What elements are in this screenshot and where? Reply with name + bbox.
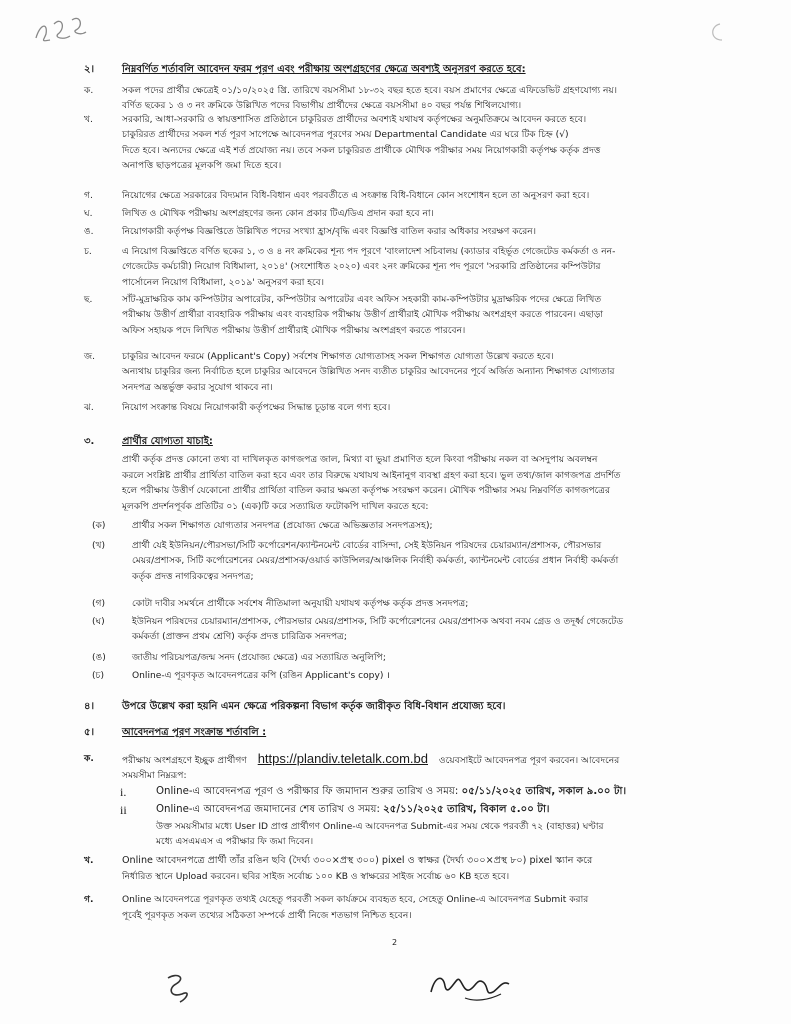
sec2-item-7-text: সনদপত্র অন্তর্ভুক্ত করার সুযোগ থাকবে না। [122, 382, 273, 393]
sec3-doc-2-text: কোটা দাবীর সমর্থনে প্রার্থীকে সর্বশেষ নীতিমালা অনুযায়ী যথাযথ কর্তৃপক্ষ কর্তৃক প্রদত্ত সনদপত্র; [132, 599, 469, 609]
sec2-item-6-text: সাঁট-মুদ্রাক্ষরিক কাম কম্পিউটার অপারেটর, কম্পিউটার অপারেটর এবং অফিস সহকারী কাম-কম্পিউটার মুদ্রাক্ষরিক পদের ক্ষেত্রে লিখিত [122, 295, 602, 305]
kha-text: Online আবেদনপত্রে প্রার্থী তাঁর রঙিন ছবি (দৈর্ঘ্য ৩০০×প্রস্থ ৩০০) pixel ও স্বাক্ষর (দৈর্ঘ্য ৩০০×প্রস্থ ৮০) pixel স্ক্যান করে [122, 855, 593, 866]
item-mark: (খ) [92, 541, 106, 551]
item-mark: ছ. [84, 295, 93, 305]
section-heading: আবেদনপত্র পূরণ সংক্রান্ত শর্তাবলি : [122, 727, 267, 738]
item-mark: জ. [84, 352, 96, 362]
application-url-link[interactable]: https://plandiv.teletalk.com.bd [257, 751, 428, 766]
sec2-item-6-text: পরীক্ষায় উত্তীর্ণ প্রার্থীরা ব্যবহারিক পরীক্ষায় এবং ব্যবহারিক পরীক্ষায় উত্তীর্ণ প্রার্থীরাই মৌখিক পরীক্ষায় অংশগ্রহণ করতে পারবেন। এছাড়া [122, 310, 604, 321]
page-number: 2 [392, 938, 398, 947]
ga-text: Online আবেদনপত্রে পূরণকৃত তথ্যই যেহেতু পরবর্তী সকল কার্যক্রমে ব্যবহৃত হবে, সেহেতু Online-এ আবেদনপত্র Submit করার [122, 895, 589, 905]
section-heading: প্রার্থীর যোগ্যতা যাচাই: [122, 436, 213, 447]
item-mark: (ঘ) [92, 617, 105, 627]
sec3-doc-0-text: প্রার্থীর সকল শিক্ষাগত যোগ্যতার সনদপত্র (প্রযোজ্য ক্ষেত্রে অভিজ্ঞতার সনদপত্রসহ); [132, 521, 433, 531]
sec2-item-7-text: অন্যথায় চাকুরির জন্য নির্বাচিত হলে চাকুরির আবেদনে উল্লিখিত সনদ ব্যতীত চাকুরির আবেদনের পূর্বে অর্জিত অন্যান্য শিক্ষাগত যোগ্যতার [122, 367, 615, 378]
section-number: ৩. [84, 436, 95, 447]
end-label: Online-এ আবেদনপত্র জমাদানের শেষ তারিখ ও সময়: [156, 804, 380, 815]
fee-note: মধ্যে এসএমএস এ পরীক্ষার ফি জমা দিবেন। [156, 837, 314, 847]
sec3-doc-1-text: কর্তৃক প্রদত্ত নাগরিকত্বের সনদপত্র; [132, 571, 254, 582]
roman-mark: i. [120, 785, 127, 799]
sec3-intro-text: হলে পরীক্ষায় উত্তীর্ণ যেকোনো প্রার্থীর প্রার্থিতা বাতিল করার ক্ষমতা কর্তৃপক্ষ সংরক্ষণ করেন। মৌখিক পরীক্ষার সময় নিম্নবর্ণিত কাগজপত্রের [122, 486, 610, 497]
fee-note: উক্ত সময়সীমার মধ্যে User ID প্রাপ্ত প্রার্থীগণ Online-এ আবেদনপত্র Submit-এর সময় থেকে পরবর্তী ৭২ (বাহাত্তর) ঘণ্টার [156, 822, 604, 832]
kha-text: নির্ধারিত স্থানে Upload করবেন। ছবির সাইজ সর্বোচ্চ ১০০ KB ও স্বাক্ষরের সাইজ সর্বোচ্চ ৬০ KB হতে হবে। [122, 872, 510, 882]
sec3-doc-1-text: মেয়র/প্রশাসক, সিটি কর্পোরেশনের মেয়র/প্রশাসক/ওয়ার্ড কাউন্সিলর/আঞ্চলিক নির্বাহী কর্মকর্তা, ক্যান্টনমেন্ট বোর্ডের প্রধান নির্বাহী কর্মকর্তা [132, 556, 619, 567]
item-mark: (ক) [92, 521, 106, 531]
item-mark: (ঙ) [92, 653, 106, 663]
ga-text: পূর্বেই পূরণকৃত সকল তথ্যের সঠিকতা সম্পর্কে প্রার্থী নিজে শতভাগ নিশ্চিত হবেন। [122, 911, 412, 921]
item-mark: ঝ. [84, 403, 94, 413]
sec3-intro-text: করলে সংশ্লিষ্ট প্রার্থীর প্রার্থিতা বাতিল করা হবে এবং তার বিরুদ্ধে যথাযথ আইনানুগ ব্যবস্থা গ্রহণ করা হবে। ভুল তথ্য/জাল কাগজপত্র প্রদর্শিত [122, 470, 621, 481]
sec2-item-2-text: নিয়োগের ক্ষেত্রে সরকারের বিদ্যমান বিধি-বিধান এবং পরবর্তীতে এ সংক্রান্ত বিধি-বিধানে কোন সংশোধন হলে তা অনুসরণ করা হবে। [122, 191, 590, 201]
sec2-item-5-text: পার্সোনেল নিয়োগ বিধিমালা, ২০১৯' অনুসরণ করা হবে। [122, 277, 324, 288]
item-mark: (গ) [92, 599, 106, 609]
end-date: ২৫/১১/২০২৫ তারিখ, বিকাল ৫.০০ টা। [383, 804, 550, 815]
ka-text-line2: সময়সীমা নিম্নরূপ: [122, 771, 187, 781]
sec3-doc-3-text: ইউনিয়ন পরিষদের চেয়ারম্যান/প্রশাসক, পৌরসভার মেয়র/প্রশাসক, সিটি কর্পোরেশনের মেয়র/প্রশাসক অথবা নবম গ্রেড ও তদূর্ধ্ব গেজেটেড [132, 617, 624, 627]
item-mark: গ. [84, 895, 94, 905]
handwritten-page-number [30, 10, 90, 50]
item-mark: ক. [84, 86, 94, 96]
item-mark: (চ) [92, 671, 105, 681]
sec2-item-0-text: সকল পদের প্রার্থীর ক্ষেত্রেই ০১/১০/২০২৫ খ্রি. তারিখে বয়সসীমা ১৮-৩২ বছর হতে হবে। বয়স প্রমাণের ক্ষেত্রে এফিডেভিট গ্রহণযোগ্য নয়। [122, 86, 618, 96]
sec2-item-6-text: অফিস সহায়ক পদে লিখিত পরীক্ষায় উত্তীর্ণ প্রার্থীরাই মৌখিক পরীক্ষায় অংশগ্রহণ করতে পারবেন। [122, 325, 466, 336]
section-number: ৫। [84, 727, 95, 738]
sec2-item-7-text: চাকুরির আবেদন ফরমে (Applicant's Copy) সর্বশেষ শিক্ষাগত যোগ্যতাসহ সকল শিক্ষাগত যোগ্যতা উল্লেখ করতে হবে। [122, 352, 554, 362]
sec2-item-0-text: বর্ণিত ছকের ১ ও ৩ নং ক্রমিকে উল্লিখিত পদের বিভাগীয় প্রার্থীদের ক্ষেত্রে বয়সসীমা ৪০ বছর পর্যন্ত শিথিলযোগ্য। [122, 101, 522, 112]
item-mark: খ. [84, 115, 93, 125]
section-number: ২। [84, 64, 95, 75]
ka-text-pre: পরীক্ষায় অংশগ্রহণে ইচ্ছুক প্রার্থীগণ [122, 756, 247, 766]
roman-mark: ii [120, 803, 127, 817]
section-4-text: উপরে উল্লেখ করা হয়নি এমন ক্ষেত্রে পরিকল্পনা বিভাগ কর্তৃক জারীকৃত বিধি-বিধান প্রযোজ্য হবে। [122, 701, 506, 712]
scan-mark [700, 18, 730, 48]
sec2-item-1-text: সরকারি, আধা-সরকারি ও স্বায়ত্তশাসিত প্রতিষ্ঠানে চাকুরিরত প্রার্থীদের অবশ্যই যথাযথ কর্তৃপক্ষের অনুমতিক্রমে আবেদন করতে হবে। [122, 115, 587, 125]
sec2-item-4-text: নিয়োগকারী কর্তৃপক্ষ বিজ্ঞপ্তিতে উল্লিখিত পদের সংখ্যা হ্রাস/বৃদ্ধি এবং বিজ্ঞপ্তি বাতিল করার অধিকার সংরক্ষণ করেন। [122, 227, 536, 237]
item-mark: ঘ. [84, 209, 93, 219]
sec2-item-3-text: লিখিত ও মৌখিক পরীক্ষায় অংশগ্রহণের জন্য কোন প্রকার টিএ/ডিএ প্রদান করা হবে না। [122, 209, 434, 219]
sec3-intro-text: প্রার্থী কর্তৃক প্রদত্ত কোনো তথ্য বা দাখিলকৃত কাগজপত্র জাল, মিথ্যা বা ভুয়া প্রমাণিত হলে কিংবা পরীক্ষায় নকল বা অসদুপায় অবলম্বন [122, 455, 598, 465]
section-heading: নিম্নবর্ণিত শর্তাবলি আবেদন ফরম পূরণ এবং পরীক্ষায় অংশগ্রহণের ক্ষেত্রে অবশ্যই অনুসরণ করতে হবে: [122, 64, 526, 75]
section-number: ৪। [84, 701, 95, 712]
sec3-doc-4-text: জাতীয় পরিচয়পত্র/জন্ম সনদ (প্রযোজ্য ক্ষেত্রে) এর সত্যায়িত অনুলিপি; [132, 653, 386, 663]
ka-text-post: ওয়েবসাইটে আবেদনপত্র পূরণ করবেন। আবেদনের [438, 756, 620, 766]
sec2-item-5-text: গেজেটেড কর্মচারী) নিয়োগ বিধিমালা, ২০১৪' (সংশোধিত ২০২০) এবং ২নং ক্রমিকের শূন্য পদ পূরণে 'সরকারি প্রতিষ্ঠানের কম্পিউটার [122, 262, 601, 273]
sec2-item-1-text: দিতে হবে। অন্যদের ক্ষেত্রে এই শর্ত প্রযোজ্য নয়। তবে সকল চাকুরিরত প্রার্থীকে মৌখিক পরীক্ষার সময় নিয়োগকারী কর্তৃপক্ষ কর্তৃক প্রদত্ত [122, 145, 601, 156]
sec3-doc-5-text: Online-এ পূরণকৃত আবেদনপত্রের কপি (রঙিন Applicant's copy) । [132, 671, 390, 681]
item-mark: ঙ. [84, 227, 94, 237]
sec2-item-1-text: চাকুরিরত প্রার্থীদের সকল শর্ত পূরণ সাপেক্ষে আবেদনপত্র পূরণের সময় Departmental Candidate এর ঘরে টিক চিহ্ন (√) [122, 130, 569, 141]
start-date: ০৫/১১/২০২৫ তারিখ, সকাল ৯.০০ টা। [461, 786, 627, 797]
item-mark: গ. [84, 191, 93, 201]
item-mark: ক. [84, 754, 94, 764]
sec3-intro-text: মূলকপি প্রদর্শনপূর্বক প্রতিটির ০১ (এক)টি করে সত্যায়িত ফটোকপি দাখিল করতে হবে: [122, 501, 429, 512]
item-mark: খ. [84, 856, 94, 866]
item-mark: চ. [84, 247, 92, 257]
sec3-doc-1-text: প্রার্থী যেই ইউনিয়ন/পৌরসভা/সিটি কর্পোরেশন/ক্যান্টনমেন্ট বোর্ডের বাসিন্দা, সেই ইউনিয়ন পরিষদের চেয়ারম্যান/প্রশাসক, পৌরসভার [132, 541, 602, 551]
sec2-item-1-text: অনাপত্তি ছাড়পত্রের মূলকপি জমা দিতে হবে। [122, 161, 282, 172]
sec2-item-5-text: এ নিয়োগ বিজ্ঞপ্তিতে বর্ণিত ছকের ১, ৩ ও ৪ নং ক্রমিকের শূন্য পদ পূরণে 'বাংলাদেশ সচিবালয় (ক্যাডার বহির্ভূত গেজেটেড কর্মকর্তা ও নন- [122, 247, 616, 257]
sec2-item-8-text: নিয়োগ সংক্রান্ত বিষয়ে নিয়োগকারী কর্তৃপক্ষের সিদ্ধান্ত চূড়ান্ত বলে গণ্য হবে। [122, 403, 391, 413]
sec3-doc-3-text: কর্মকর্তা (প্রাক্তন প্রথম শ্রেণি) কর্তৃক প্রদত্ত চারিত্রিক সনদপত্র; [132, 632, 347, 643]
handwritten-mark [160, 968, 200, 1008]
signature-image [425, 962, 515, 1012]
start-label: Online-এ আবেদনপত্র পূরণ ও পরীক্ষার ফি জমাদান শুরুর তারিখ ও সময়: [156, 786, 459, 797]
